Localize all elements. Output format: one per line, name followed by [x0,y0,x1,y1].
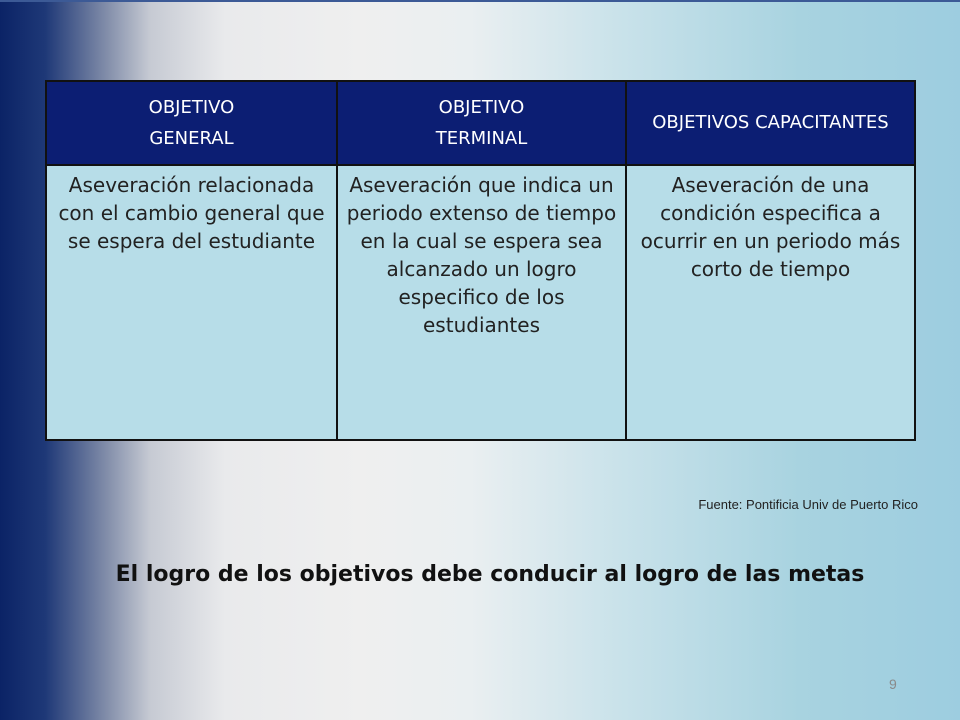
slide-top-border [0,0,960,2]
objectives-table [45,80,916,441]
header-line: TERMINAL [435,128,528,149]
table-header-row [46,81,915,165]
header-objetivo-terminal [337,81,626,165]
page-number: 9 [889,676,897,692]
source-note: Fuente: Pontificia Univ de Puerto Rico [698,497,918,512]
header-line: GENERAL [149,128,234,149]
cell-terminal-description: Aseveración que indica un periodo extenso de tiempo en la cual se espera sea alcanzado un logro especifico de los estudiantes [337,165,626,440]
cell-capacitantes-description: Aseveración de una condición especifica a ocurrir en un periodo más corto de tiempo [626,165,915,440]
conclusion-text: El logro de los objetivos debe conducir al logro de las metas [115,562,865,587]
header-objetivo-general [46,81,337,165]
header-line: OBJETIVO [148,97,235,118]
cell-general-description: Aseveración relacionada con el cambio general que se espera del estudiante [46,165,337,440]
table-row [46,165,915,440]
header-objetivos-capacitantes: OBJETIVOS CAPACITANTES [626,81,915,165]
header-line: OBJETIVO [438,97,525,118]
